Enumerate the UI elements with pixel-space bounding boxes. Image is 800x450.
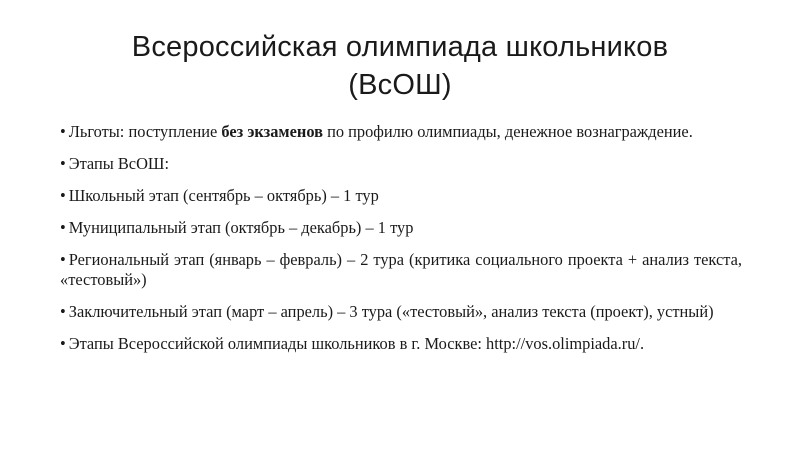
bullet-item-municipal-stage — [60, 218, 742, 238]
slide-title-line-1: Всероссийская олимпиада школьников — [131, 31, 669, 63]
bullet-icon: • — [60, 154, 66, 173]
bullet-item-stages — [60, 154, 742, 174]
bullet-text: Заключительный этап (март – апрель) – 3 тура («тестовый», анализ текста (проект), устный) — [68, 301, 714, 321]
bullet-item-regional-stage — [60, 250, 742, 289]
bullet-text: Школьный этап (сентябрь – октябрь) – 1 тур — [68, 186, 379, 205]
bullet-icon: • — [60, 301, 66, 321]
bullet-item-school-stage — [60, 186, 742, 206]
slide-title-line-2: (ВсОШ) — [348, 69, 452, 101]
bullet-icon: • — [60, 218, 66, 237]
bullet-text-prefix: Льготы: поступление — [68, 122, 222, 141]
bullet-item-benefits — [60, 122, 742, 142]
bullet-text: Муниципальный этап (октябрь – декабрь) – 1 тур — [68, 218, 414, 237]
bullet-icon: • — [60, 186, 66, 205]
bullet-icon: • — [60, 250, 66, 269]
bullet-text-bold: без экзаменов — [221, 122, 323, 141]
bullet-text: Этапы ВсОШ: — [68, 154, 170, 173]
bullet-item-final-stage — [60, 302, 742, 322]
bullet-text: Региональный этап (январь – февраль) – 2 тура (критика социального проекта + анализ текста, «тестовый») — [60, 250, 742, 289]
bullet-item-moscow-link — [60, 334, 742, 354]
bullet-icon: • — [60, 122, 66, 141]
slide-title — [60, 28, 740, 104]
bullet-text-suffix: по профилю олимпиады, денежное вознаграждение. — [322, 122, 693, 141]
bullet-icon: • — [60, 333, 66, 353]
bullet-text: Этапы Всероссийской олимпиады школьников в г. Москве: http://vos.olimpiada.ru/. — [68, 333, 645, 353]
slide-body — [60, 122, 742, 366]
